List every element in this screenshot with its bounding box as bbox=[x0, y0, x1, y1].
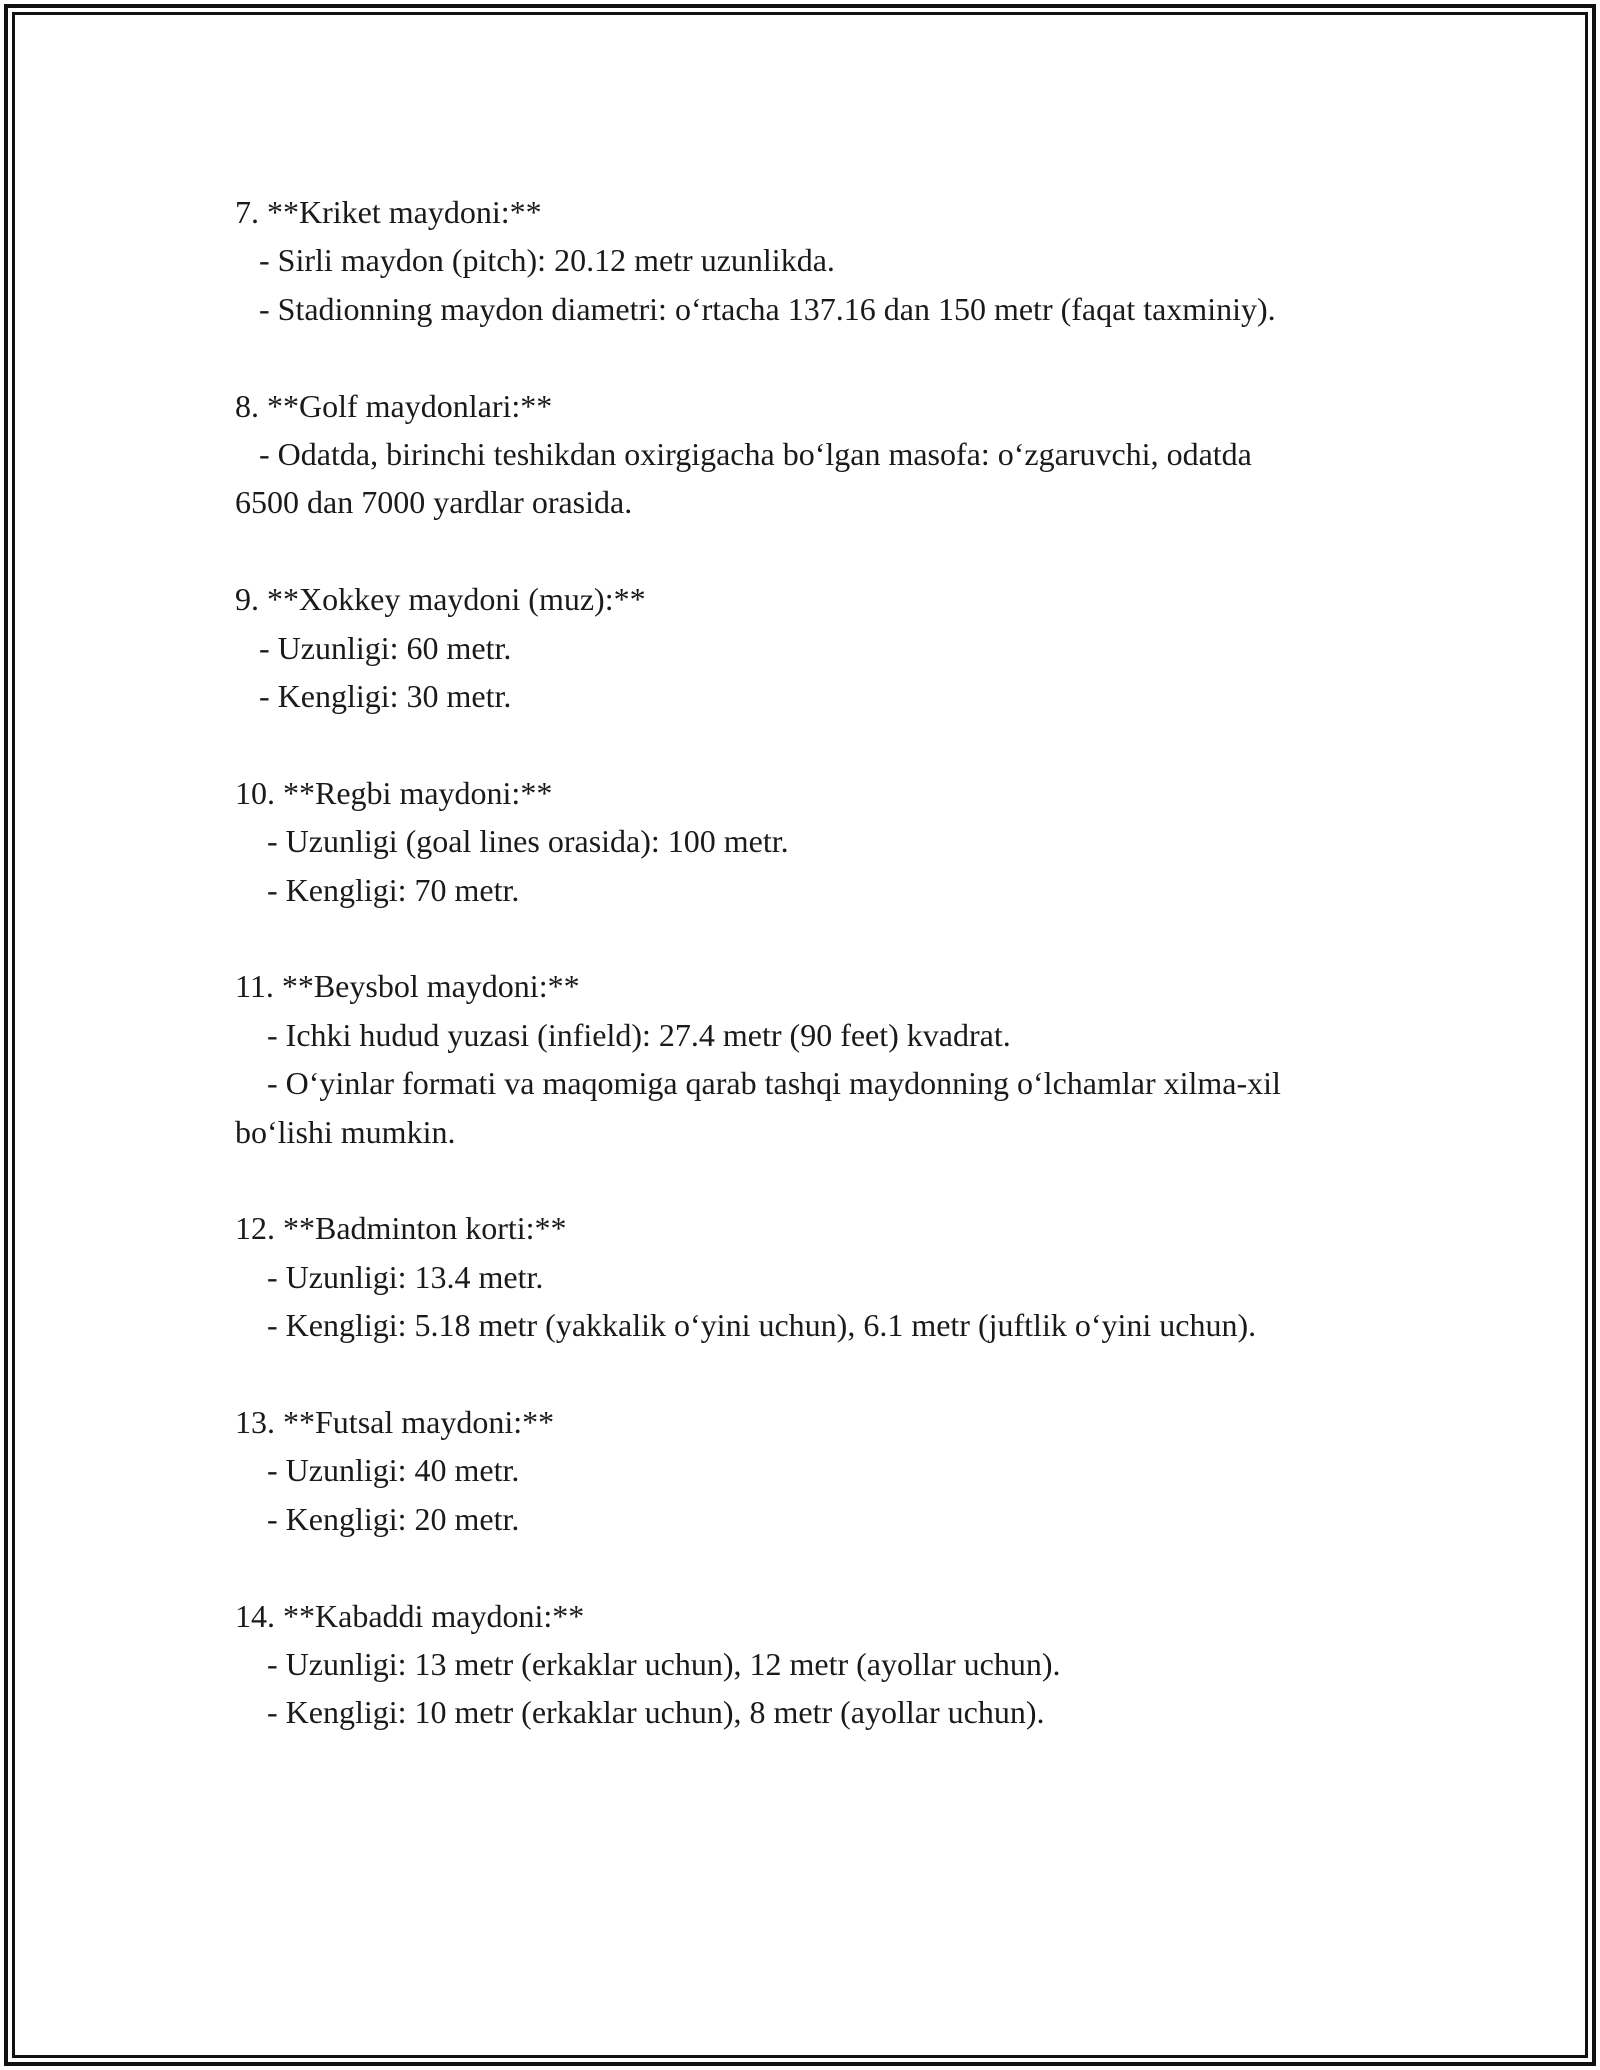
section-futsal bbox=[235, 1398, 1320, 1543]
section-heading: 12. **Badminton korti:** bbox=[235, 1210, 567, 1247]
section-heading: 13. **Futsal maydoni:** bbox=[235, 1404, 555, 1441]
list-item: - Sirli maydon (pitch): 20.12 metr uzunlikda. bbox=[235, 242, 835, 279]
list-item: - O‘yinlar formati va maqomiga qarab tashqi maydonning o‘lchamlar xilma-xil bo‘lishi mumkin. bbox=[235, 1065, 1289, 1150]
list-item: - Odatda, birinchi teshikdan oxirgigacha bo‘lgan masofa: o‘zgaruvchi, odatda 6500 dan 7000 yardlar orasida. bbox=[235, 436, 1260, 521]
section-golf bbox=[235, 382, 1320, 527]
section-beysbol bbox=[235, 962, 1320, 1156]
list-item: - Kengligi: 5.18 metr (yakkalik o‘yini uchun), 6.1 metr (juftlik o‘yini uchun). bbox=[235, 1307, 1257, 1344]
section-xokkey bbox=[235, 575, 1320, 720]
section-regbi bbox=[235, 769, 1320, 914]
list-item: - Stadionning maydon diametri: o‘rtacha 137.16 dan 150 metr (faqat taxminiy). bbox=[235, 290, 1276, 327]
section-heading: 7. **Kriket maydoni:** bbox=[235, 194, 542, 230]
list-item: - Uzunligi: 60 metr. bbox=[235, 629, 512, 666]
list-item: - Uzunligi: 13 metr (erkaklar uchun), 12 metr (ayollar uchun). bbox=[235, 1646, 1061, 1683]
section-heading: 9. **Xokkey maydoni (muz):** bbox=[235, 581, 646, 618]
list-item: - Kengligi: 70 metr. bbox=[235, 871, 520, 908]
document-body bbox=[235, 188, 1320, 1737]
list-item: - Uzunligi: 40 metr. bbox=[235, 1452, 520, 1489]
list-item: - Ichki hudud yuzasi (infield): 27.4 metr (90 feet) kvadrat. bbox=[235, 1016, 1011, 1053]
section-kabaddi bbox=[235, 1592, 1320, 1737]
list-item: - Uzunligi (goal lines orasida): 100 metr. bbox=[235, 823, 789, 860]
list-item: - Uzunligi: 13.4 metr. bbox=[235, 1258, 544, 1295]
section-badminton bbox=[235, 1204, 1320, 1349]
list-item: - Kengligi: 30 metr. bbox=[235, 678, 512, 715]
section-heading: 11. **Beysbol maydoni:** bbox=[235, 968, 580, 1005]
section-heading: 8. **Golf maydonlari:** bbox=[235, 387, 553, 424]
section-heading: 10. **Regbi maydoni:** bbox=[235, 774, 553, 811]
section-kriket bbox=[235, 188, 1320, 333]
section-heading: 14. **Kabaddi maydoni:** bbox=[235, 1597, 585, 1634]
list-item: - Kengligi: 20 metr. bbox=[235, 1500, 520, 1537]
list-item: - Kengligi: 10 metr (erkaklar uchun), 8 metr (ayollar uchun). bbox=[235, 1694, 1045, 1731]
